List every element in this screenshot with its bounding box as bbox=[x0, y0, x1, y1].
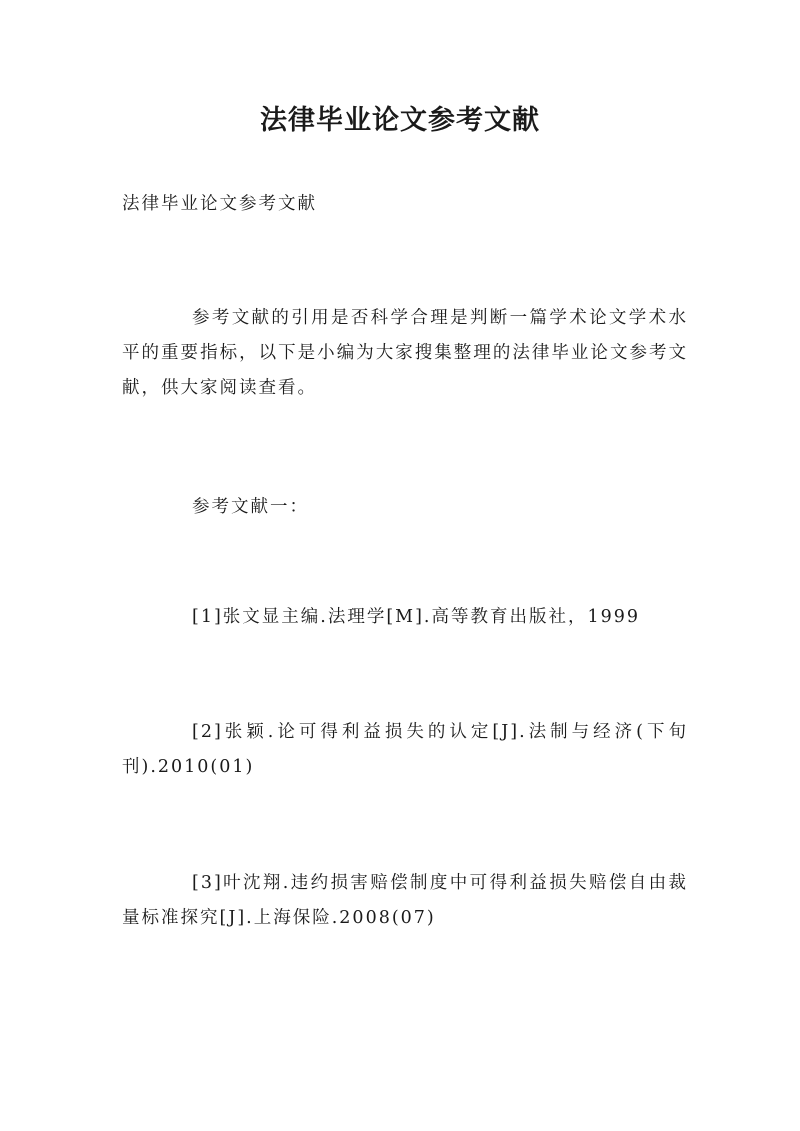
reference-item: [3]叶沈翔.违约损害赔偿制度中可得利益损失赔偿自由裁量标准探究[J].上海保险.2008(07) bbox=[122, 873, 688, 928]
reference-item: [1]张文显主编.法理学[M].高等教育出版社，1999 bbox=[192, 607, 641, 627]
page-title: 法律毕业论文参考文献 bbox=[260, 105, 540, 136]
intro-paragraph: 参考文献的引用是否科学合理是判断一篇学术论文学术水平的重要指标，以下是小编为大家搜集整理的法律毕业论文参考文献，供大家阅读查看。 bbox=[122, 308, 688, 398]
reference-item: [2]张颖.论可得利益损失的认定[J].法制与经济(下旬刊).2010(01) bbox=[122, 722, 688, 777]
section-heading: 参考文献一： bbox=[192, 497, 309, 517]
document-subtitle: 法律毕业论文参考文献 bbox=[122, 194, 317, 214]
